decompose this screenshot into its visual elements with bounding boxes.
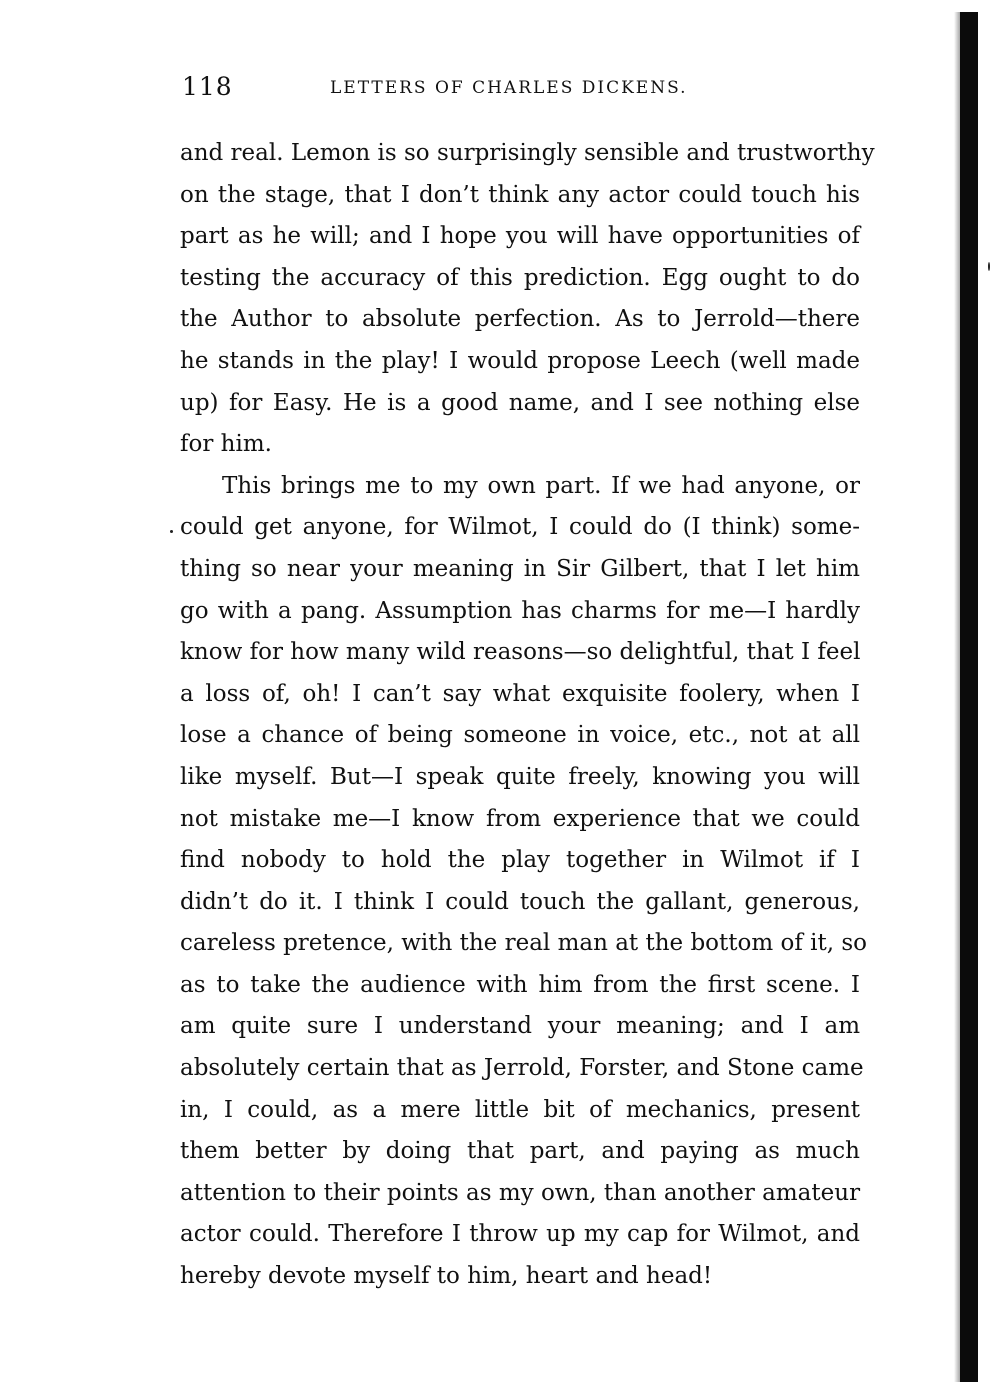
running-title: LETTERS OF CHARLES DICKENS. [330, 78, 688, 98]
text-line: the Author to absolute perfection. As to Jerrold—there [180, 306, 860, 333]
text-line: like myself. But—I speak quite freely, knowing you will [180, 763, 860, 790]
text-line: hereby devote myself to him, heart and head! [180, 1263, 713, 1290]
text-line: thing so near your meaning in Sir Gilbert, that I let him [180, 555, 860, 582]
text-line: for him. [180, 431, 272, 458]
text-line: he stands in the play! I would propose Leech (well made [180, 347, 860, 374]
text-line: careless pretence, with the real man at the bottom of it, so [180, 930, 868, 957]
text-line: absolutely certain that as Jerrold, Forster, and Stone came [180, 1055, 864, 1082]
paragraph-2 [180, 466, 868, 1298]
text-line: actor could. Therefore I throw up my cap for Wilmot, and [180, 1221, 860, 1248]
text-line: am quite sure I understand your meaning; and I am [180, 1013, 860, 1040]
text-line: as to take the audience with him from the first scene. I [180, 971, 860, 998]
text-line: didn’t do it. I think I could touch the gallant, generous, [180, 888, 860, 915]
page-header [182, 72, 862, 106]
paragraph-1 [180, 133, 875, 466]
text-line: testing the accuracy of this prediction. Egg ought to do [180, 264, 860, 291]
text-line: could get anyone, for Wilmot, I could do (I think) some- [180, 514, 860, 541]
text-line: on the stage, that I don’t think any actor could touch his [180, 181, 860, 208]
binding-edge [960, 12, 978, 1382]
text-line: This brings me to my own part. If we had anyone, or [222, 472, 860, 499]
text-line: know for how many wild reasons—so delightful, that I feel [180, 639, 861, 666]
page-number: 118 [182, 72, 233, 101]
text-line: go with a pang. Assumption has charms for me—I hardly [180, 597, 860, 624]
ink-speck [988, 262, 990, 271]
text-line: not mistake me—I know from experience that we could [180, 805, 860, 832]
text-line: part as he will; and I hope you will have opportunities of [180, 223, 860, 250]
text-line: up) for Easy. He is a good name, and I see nothing else [180, 389, 860, 416]
body-text [180, 133, 875, 1298]
ink-speck [170, 530, 173, 533]
text-line: find nobody to hold the play together in Wilmot if I [180, 847, 860, 874]
text-line: lose a chance of being someone in voice, etc., not at all [180, 722, 860, 749]
text-line: and real. Lemon is so surprisingly sensible and trustworthy [180, 140, 875, 166]
text-line: them better by doing that part, and paying as much [180, 1138, 860, 1165]
text-line: attention to their points as my own, than another amateur [180, 1179, 861, 1206]
text-line: in, I could, as a mere little bit of mechanics, present [180, 1096, 860, 1123]
text-line: a loss of, oh! I can’t say what exquisite foolery, when I [180, 680, 860, 707]
